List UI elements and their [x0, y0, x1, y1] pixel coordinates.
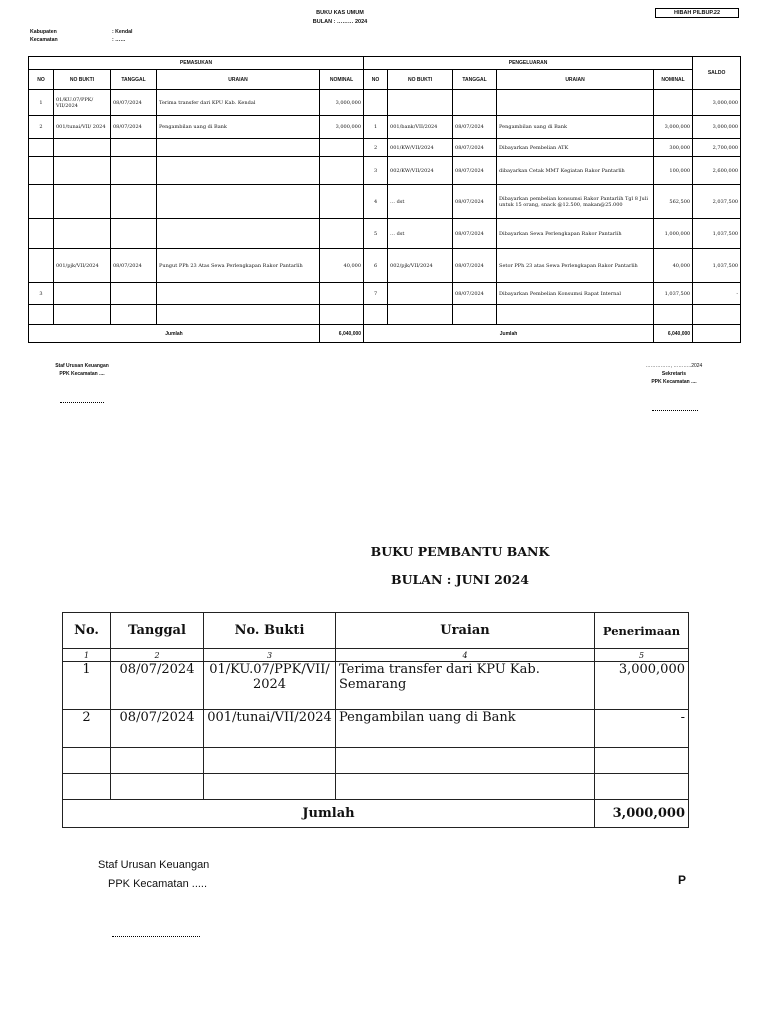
colnum: 3 [204, 649, 336, 662]
cell-out-no: 5 [364, 219, 388, 249]
cell-out-tgl: 08/07/2024 [453, 283, 497, 305]
cell-in-uraian [157, 219, 320, 249]
bank-total-value: 3,000,000 [595, 800, 689, 828]
bank-cell-tanggal: 08/07/2024 [111, 710, 204, 748]
bank-cell-bukti: 001/tunai/VII/2024 [204, 710, 336, 748]
bank-cell-penerimaan [595, 774, 689, 800]
bank-sign-right-fragment: P [678, 873, 687, 887]
bank-cell-no [63, 748, 111, 774]
cell-out-bukti: 002/KW/VII/2024 [388, 157, 453, 185]
bku-sign-right [636, 362, 712, 386]
cell-in-bukti [54, 305, 111, 325]
bank-cell-uraian [336, 748, 595, 774]
cell-in-nom [320, 185, 364, 219]
cell-in-bukti [54, 139, 111, 157]
cell-out-no: 4 [364, 185, 388, 219]
bank-cell-penerimaan: 3,000,000 [595, 662, 689, 710]
cell-out-no: 3 [364, 157, 388, 185]
cell-saldo: 3,000,000 [693, 90, 741, 116]
cell-out-tgl: 08/07/2024 [453, 139, 497, 157]
cell-out-tgl: 08/07/2024 [453, 219, 497, 249]
bank-month: BULAN : JUNI 2024 [391, 572, 529, 587]
cell-saldo: 1,037,500 [693, 249, 741, 283]
total-nominal-in: 6,040,000 [320, 325, 364, 343]
cell-in-tgl [111, 219, 157, 249]
cell-out-nom: 1,000,000 [654, 219, 693, 249]
bank-header-no: No. [63, 613, 111, 649]
bank-row [63, 774, 689, 800]
cell-out-uraian [497, 90, 654, 116]
cell-in-no [29, 157, 54, 185]
cell-out-tgl: 08/07/2024 [453, 185, 497, 219]
bank-cell-uraian [336, 774, 595, 800]
bank-header-tanggal: Tanggal [111, 613, 204, 649]
header-nominal: NOMINAL [654, 70, 693, 90]
cell-saldo: 2,700,000 [693, 139, 741, 157]
bank-cell-penerimaan [595, 748, 689, 774]
header-no: NO [29, 70, 54, 90]
bank-row [63, 710, 689, 748]
cell-out-uraian: Setor PPh 23 atas Sewa Perlengkapan Rakor Pantarlih [497, 249, 654, 283]
bank-cell-no: 2 [63, 710, 111, 748]
cell-in-uraian [157, 157, 320, 185]
meta-kabupaten [30, 28, 132, 36]
bku-sign-left [40, 362, 124, 378]
bku-meta [30, 28, 132, 44]
total-saldo [693, 325, 741, 343]
bku-row [29, 283, 741, 305]
bank-total-row [63, 800, 689, 828]
cell-out-uraian: Dibayarkan Pembelian Konsumsi Rapat Internal [497, 283, 654, 305]
cell-out-bukti [388, 305, 453, 325]
cell-out-bukti [388, 90, 453, 116]
bku-row [29, 249, 741, 283]
bku-title-block [280, 9, 400, 27]
bank-cell-no: 1 [63, 662, 111, 710]
bank-sign-left [98, 856, 209, 894]
cell-out-nom: 3,000,000 [654, 116, 693, 139]
cell-in-bukti: 001/tunai/VII/ 2024 [54, 116, 111, 139]
bank-body [63, 662, 689, 800]
cell-in-nom: 40,000 [320, 249, 364, 283]
cell-in-nom [320, 283, 364, 305]
cell-in-tgl [111, 139, 157, 157]
cell-out-uraian [497, 305, 654, 325]
header-no: NO [364, 70, 388, 90]
cell-in-nom [320, 219, 364, 249]
bank-header-row [63, 613, 689, 649]
header-tanggal: TANGGAL [111, 70, 157, 90]
cell-out-bukti: 002/pjk/VII/2024 [388, 249, 453, 283]
bku-header-group-row [29, 57, 741, 70]
cell-out-nom: 300,000 [654, 139, 693, 157]
cell-out-nom: 40,000 [654, 249, 693, 283]
header-no-bukti: NO BUKTI [54, 70, 111, 90]
meta-key: Kabupaten [30, 29, 57, 35]
bank-header-uraian: Uraian [336, 613, 595, 649]
cell-in-bukti: 01/KU.07/PPK/ VII/2024 [54, 90, 111, 116]
cell-out-bukti: 001/bank/VII/2024 [388, 116, 453, 139]
sign-right-role: Sekretaris [661, 371, 687, 377]
cell-in-tgl [111, 283, 157, 305]
cell-out-no: 6 [364, 249, 388, 283]
cell-out-uraian: Dibayarkan Sewa Perlengkapan Rakor Pantarlih [497, 219, 654, 249]
cell-in-no [29, 185, 54, 219]
cell-saldo: 2,600,000 [693, 157, 741, 185]
sign-right-line [652, 410, 698, 411]
cell-saldo [693, 305, 741, 325]
cell-in-uraian [157, 305, 320, 325]
colnum: 4 [336, 649, 595, 662]
cell-in-nom: 3,000,000 [320, 90, 364, 116]
bku-header-row [29, 70, 741, 90]
meta-key: Kecamatan [30, 37, 58, 43]
cell-in-no [29, 139, 54, 157]
bku-total-row [29, 325, 741, 343]
bku-row [29, 116, 741, 139]
cell-in-bukti [54, 219, 111, 249]
cell-saldo: 2,037,500 [693, 185, 741, 219]
cell-out-nom: 1,037,500 [654, 283, 693, 305]
bank-cell-tanggal [111, 774, 204, 800]
bank-cell-tanggal [111, 748, 204, 774]
bank-row [63, 748, 689, 774]
cell-in-tgl [111, 157, 157, 185]
bank-sign-role: Staf Urusan Keuangan [98, 859, 210, 871]
cell-in-bukti [54, 157, 111, 185]
meta-value: : …… [112, 37, 126, 43]
header-pengeluaran: PENGELUARAN [364, 57, 693, 70]
cell-out-uraian: Dibayarkan pembelian konsumsi Rakor Pantarlih Tgl 8 Juli untuk 15 orang, snack @12.500, makan@25.000 [497, 185, 654, 219]
cell-in-uraian: Pungut PPh 23 Atas Sewa Perlengkapan Rakor Pantarlih [157, 249, 320, 283]
sign-left-line [60, 402, 104, 403]
meta-kecamatan [30, 36, 132, 44]
cell-out-no: 1 [364, 116, 388, 139]
cell-in-uraian: Terima transfer dari KPU Kab. Kendal [157, 90, 320, 116]
bku-month: BULAN : ……… 2024 [312, 19, 368, 25]
bank-cell-no [63, 774, 111, 800]
bku-row [29, 139, 741, 157]
cell-in-no [29, 249, 54, 283]
header-tanggal: TANGGAL [453, 70, 497, 90]
bank-cell-bukti: 01/KU.07/PPK/VII/ 2024 [204, 662, 336, 710]
cell-in-uraian [157, 283, 320, 305]
colnum: 2 [111, 649, 204, 662]
cell-in-bukti [54, 185, 111, 219]
total-nominal-out: 6,040,000 [654, 325, 693, 343]
bank-title-block [330, 538, 590, 594]
total-label-in: Jumlah [29, 325, 320, 343]
cell-out-tgl: 08/07/2024 [453, 249, 497, 283]
cell-out-bukti: 001/KW/VII/2024 [388, 139, 453, 157]
cell-in-tgl [111, 305, 157, 325]
bank-total-label: Jumlah [63, 800, 595, 828]
cell-in-no [29, 219, 54, 249]
cell-in-no: 1 [29, 90, 54, 116]
sign-left-role: Staf Urusan Keuangan [55, 363, 109, 369]
cell-in-bukti: 001/pjk/VII/2024 [54, 249, 111, 283]
bank-sign-line [112, 936, 200, 937]
cell-out-no [364, 90, 388, 116]
bku-body [29, 90, 741, 325]
cell-out-bukti: … dst [388, 185, 453, 219]
cell-in-uraian: Pengambilan uang di Bank [157, 116, 320, 139]
bank-header-penerimaan: Penerimaan [595, 613, 689, 649]
cell-out-tgl: 08/07/2024 [453, 116, 497, 139]
cell-out-no [364, 305, 388, 325]
bku-row [29, 90, 741, 116]
cell-in-nom [320, 139, 364, 157]
bank-cell-tanggal: 08/07/2024 [111, 662, 204, 710]
cell-out-nom: 562,500 [654, 185, 693, 219]
bank-row [63, 662, 689, 710]
bank-sign-office: PPK Kecamatan ..... [108, 878, 208, 890]
cell-in-tgl: 08/07/2024 [111, 116, 157, 139]
cell-out-tgl: 08/07/2024 [453, 157, 497, 185]
bank-header-bukti: No. Bukti [204, 613, 336, 649]
cell-saldo: 1,037,500 [693, 219, 741, 249]
cell-in-tgl: 08/07/2024 [111, 90, 157, 116]
cell-out-no: 2 [364, 139, 388, 157]
cell-in-nom [320, 157, 364, 185]
bku-row [29, 219, 741, 249]
sign-right-office: PPK Kecamatan .... [651, 379, 697, 385]
cell-out-bukti: … dst [388, 219, 453, 249]
header-pemasukan: PEMASUKAN [29, 57, 364, 70]
bank-cell-bukti [204, 774, 336, 800]
cell-in-tgl [111, 185, 157, 219]
cell-in-nom: 3,000,000 [320, 116, 364, 139]
bank-title: BUKU PEMBANTU BANK [370, 544, 550, 559]
cell-out-bukti [388, 283, 453, 305]
cell-in-no: 2 [29, 116, 54, 139]
bank-cell-penerimaan: - [595, 710, 689, 748]
meta-value: : Kendal [112, 29, 133, 35]
cell-out-no: 7 [364, 283, 388, 305]
cell-in-no [29, 305, 54, 325]
cell-out-uraian: Dibayarkan Pembelian ATK [497, 139, 654, 157]
cell-in-no: 3 [29, 283, 54, 305]
cell-out-nom: 100,000 [654, 157, 693, 185]
bku-row [29, 305, 741, 325]
cell-out-tgl [453, 90, 497, 116]
sign-left-office: PPK Kecamatan .... [59, 371, 105, 377]
cell-in-uraian [157, 139, 320, 157]
cell-in-bukti [54, 283, 111, 305]
header-no-bukti: NO BUKTI [388, 70, 453, 90]
cell-saldo: 3,000,000 [693, 116, 741, 139]
bank-cell-uraian: Terima transfer dari KPU Kab. Semarang [336, 662, 595, 710]
header-saldo: SALDO [693, 57, 741, 90]
cell-out-uraian: Pengambilan uang di Bank [497, 116, 654, 139]
cell-out-uraian: dibayarkan Cetak MMT Kegiatan Rakor Pantarlih [497, 157, 654, 185]
bku-row [29, 185, 741, 219]
cell-in-uraian [157, 185, 320, 219]
cell-saldo: - [693, 283, 741, 305]
bank-colnum-row [63, 649, 689, 662]
bku-row [29, 157, 741, 185]
header-nominal: NOMINAL [320, 70, 364, 90]
cell-out-tgl [453, 305, 497, 325]
bank-table [62, 612, 689, 828]
cell-out-nom [654, 305, 693, 325]
cell-out-nom [654, 90, 693, 116]
hibah-badge: HIBAH PILBUP.22 [655, 8, 739, 18]
colnum: 1 [63, 649, 111, 662]
bank-cell-uraian: Pengambilan uang di Bank [336, 710, 595, 748]
colnum: 5 [595, 649, 689, 662]
header-uraian: URAIAN [497, 70, 654, 90]
bku-table [28, 56, 741, 343]
cell-in-tgl: 08/07/2024 [111, 249, 157, 283]
header-uraian: URAIAN [157, 70, 320, 90]
bku-title: BUKU KAS UMUM [316, 10, 364, 16]
sign-right-date: ……………, ………..2024 [645, 363, 703, 369]
total-label-out: Jumlah [364, 325, 654, 343]
bank-cell-bukti [204, 748, 336, 774]
cell-in-nom [320, 305, 364, 325]
